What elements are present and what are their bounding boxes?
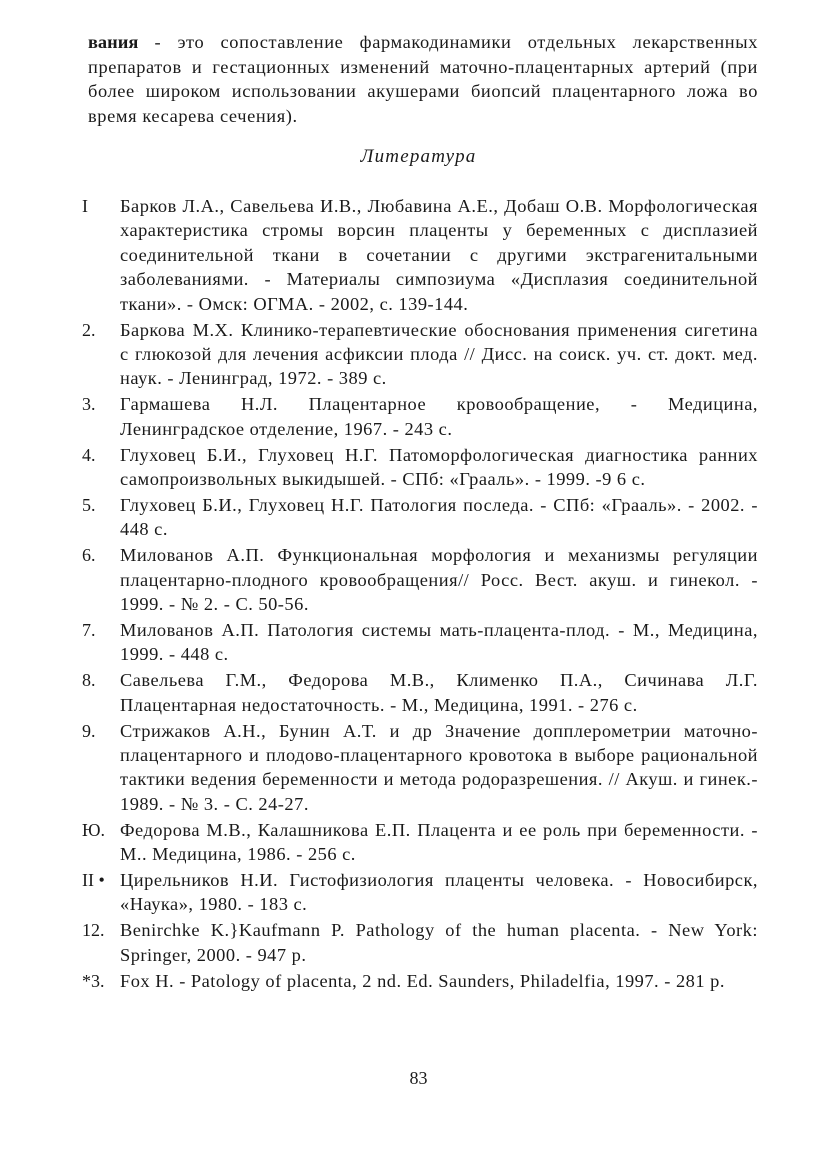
reference-item	[82, 194, 758, 316]
reference-text: Баркова М.Х. Клинико-терапевтические обоснования применения сигетина с глюкозой для лечения асфиксии плода // Дисс. на соиск. уч. ст. докт. мед. наук. - Ленинград, 1972. - 389 с.	[120, 319, 758, 389]
reference-text: Fox H. - Patology of placenta, 2 nd. Ed. Saunders, Philadelfia, 1997. - 281 p.	[120, 970, 725, 991]
page-number: 83	[409, 1068, 428, 1088]
references-list	[82, 194, 758, 995]
reference-number: *3.	[82, 970, 105, 991]
reference-item	[82, 918, 758, 967]
reference-text: Цирельников Н.И. Гистофизиология плаценты человека. - Новосибирск, «Наука», 1980. - 183 с.	[120, 869, 758, 915]
reference-item	[82, 318, 758, 391]
intro-bold-start: вания	[88, 32, 139, 52]
reference-item	[82, 818, 758, 867]
reference-text: Benirchke K.}Kaufmann P. Pathology of the human placenta. - New York: Springer, 2000. - 947 p.	[120, 920, 758, 965]
reference-number: 3.	[82, 394, 96, 415]
reference-item	[82, 618, 758, 667]
reference-number: 8.	[82, 670, 96, 691]
reference-number: I	[82, 196, 88, 216]
reference-item	[82, 493, 758, 542]
reference-item	[82, 719, 758, 817]
reference-text: Глуховец Б.И., Глуховец Н.Г. Патология последа. - СПб: «Грааль». - 2002. - 448 с.	[120, 494, 758, 540]
intro-text: - это сопоставление фармакодинамики отдельных лекарственных препаратов и гестационных изменений маточно-плацентарных артерий (при более широком использовании акушерами биопсий плацентарного ложа во время кесарева сечения).	[88, 32, 758, 126]
reference-text: Милованов А.П. Патология системы мать-плацента-плод. - М., Медицина, 1999. - 448 с.	[120, 619, 758, 665]
reference-number: 7.	[82, 619, 96, 640]
reference-number: II •	[82, 869, 105, 890]
reference-text: Гармашева Н.Л. Плацентарное кровообращение, - Медицина, Ленинградское отделение, 1967. - 243 с.	[120, 394, 758, 439]
reference-item	[82, 543, 758, 616]
reference-text: Глуховец Б.И., Глуховец Н.Г. Патоморфологическая диагностика ранних самопроизвольных выкидышей. - СПб: «Грааль». - 1999. -9 6 с.	[120, 444, 758, 489]
reference-text: Стрижаков А.Н., Бунин А.Т. и др Значение допплерометрии маточно-плацентарного и плодово-плацентарного кровотока в выборе рациональной тактики ведения беременности и метода родоразрешения. // Акуш. и гинек.- 1989. - № 3. - С. 24-27.	[120, 720, 758, 814]
intro-paragraph	[88, 30, 758, 128]
reference-text: Барков Л.А., Савельева И.В., Любавина А.Е., Добаш О.В. Морфологическая характеристика стромы ворсин плаценты у беременных с дисплазией соединительной ткани в сочетании с другими экстрагенитальными заболеваниями. - Материалы симпозиума «Дисплазия соединительной ткани». - Омск: ОГМА. - 2002, с. 139-144.	[120, 196, 758, 314]
reference-item	[82, 969, 758, 993]
reference-number: 12.	[82, 920, 105, 941]
reference-text: Савельева Г.М., Федорова М.В., Клименко П.А., Сичинава Л.Г. Плацентарная недостаточность. - М., Медицина, 1991. - 276 с.	[120, 670, 758, 715]
reference-number: 6.	[82, 545, 96, 566]
reference-item	[82, 668, 758, 717]
reference-text: Федорова М.В., Калашникова Е.П. Плацента и ее роль при беременности. - М.. Медицина, 1986. - 256 с.	[120, 819, 758, 865]
reference-item	[82, 392, 758, 441]
reference-text: Милованов А.П. Функциональная морфология и механизмы регуляции плацентарно-плодного кровообращения// Росс. Вест. акуш. и гинекол. - 1999. - № 2. - С. 50-56.	[120, 545, 758, 614]
reference-item	[82, 443, 758, 492]
reference-number: 2.	[82, 319, 96, 340]
reference-number: 5.	[82, 494, 96, 515]
references-heading: Литература	[360, 146, 477, 167]
reference-item	[82, 868, 758, 917]
reference-number: 4.	[82, 444, 96, 465]
reference-number: Ю.	[82, 819, 106, 840]
reference-number: 9.	[82, 720, 96, 741]
